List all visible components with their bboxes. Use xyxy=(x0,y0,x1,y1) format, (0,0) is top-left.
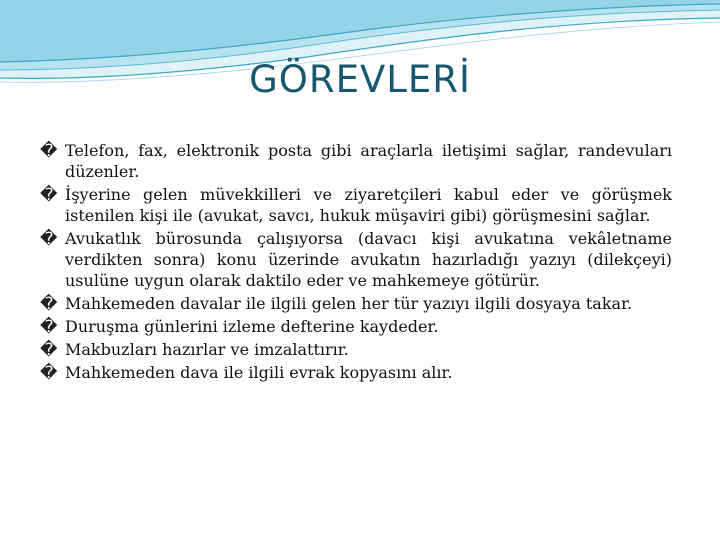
list-item-text: Duruşma günlerini izleme defterine kaydeder. xyxy=(65,317,439,336)
list-item xyxy=(40,293,672,314)
list-item xyxy=(40,140,672,182)
bullet-glyph-icon: � xyxy=(40,185,58,205)
list-item-text: İşyerine gelen müvekkilleri ve ziyaretçileri kabul eder ve görüşmek istenilen kişi ile (avukat, savcı, hukuk müşaviri gibi) görüşmesini sağlar. xyxy=(65,185,672,225)
list-item xyxy=(40,184,672,226)
bullet-glyph-icon: � xyxy=(40,363,58,383)
slide-title: GÖREVLERİ xyxy=(249,58,471,101)
bullet-glyph-icon: � xyxy=(40,340,58,360)
list-item xyxy=(40,316,672,337)
bullet-glyph-icon: � xyxy=(40,141,58,161)
list-item xyxy=(40,339,672,360)
list-item-text: Avukatlık bürosunda çalışıyorsa (davacı kişi avukatına vekâletname verdikten sonra) konu üzerinde avukatın hazırladığı yazıyı (dilekçeyi) usulüne uygun olarak daktilo eder ve mahkemeye götürür. xyxy=(65,229,672,290)
bullet-glyph-icon: � xyxy=(40,294,58,314)
list-item-text: Mahkemeden dava ile ilgili evrak kopyasını alır. xyxy=(65,363,453,382)
list-item-text: Telefon, fax, elektronik posta gibi araçlarla iletişimi sağlar, randevuları düzenler. xyxy=(65,141,672,181)
list-item-text: Mahkemeden davalar ile ilgili gelen her tür yazıyı ilgili dosyaya takar. xyxy=(65,294,633,313)
bullet-glyph-icon: � xyxy=(40,317,58,337)
list-item xyxy=(40,362,672,383)
bullet-list xyxy=(40,140,672,385)
list-item-text: Makbuzları hazırlar ve imzalattırır. xyxy=(65,340,349,359)
list-item xyxy=(40,228,672,291)
bullet-glyph-icon: � xyxy=(40,229,58,249)
